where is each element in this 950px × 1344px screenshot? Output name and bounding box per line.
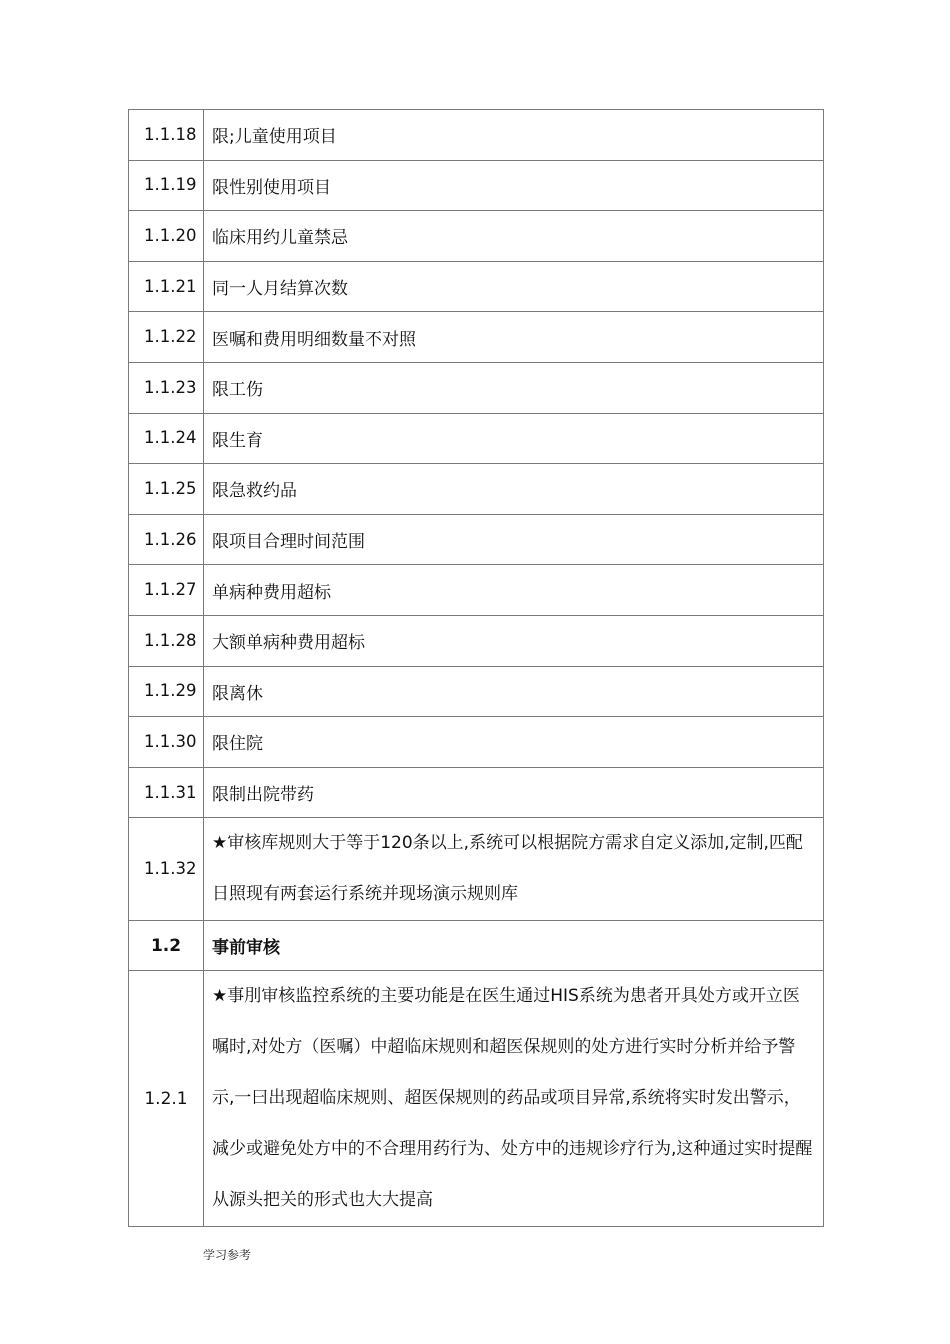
row-number-text: 1.1.20	[144, 225, 197, 245]
row-description: 同一人月结算次数	[204, 261, 824, 312]
row-number	[129, 413, 204, 464]
row-description: 医嘱和费用明细数量不对照	[204, 312, 824, 363]
row-number-text: 1.1.31	[144, 782, 197, 802]
detail-description: ★事刖审核监控系统的主要功能是在医生通过HIS系统为患者开具处方或开立医嘱时,对处方（医嘱）中超临床规则和超医保规则的处方进行实时分析并给予警示,一曰出现超临床规则、超医保规则的药品或项目异常,系统将实时发出警示，减少或避免处方中的不合理用药行为、处方中的违规诊疗行为,这种通过实时提醒从源头把关的形式也大大提高	[204, 971, 824, 1227]
table-row	[129, 464, 824, 515]
table-row	[129, 717, 824, 768]
row-number	[129, 312, 204, 363]
row-number-text: 1.1.29	[144, 681, 197, 701]
detail-number	[129, 971, 204, 1227]
row-number	[129, 362, 204, 413]
row-description: 大额单病种费用超标	[204, 615, 824, 666]
row-number-text: 1.1.26	[144, 529, 197, 549]
row-description: 限工伤	[204, 362, 824, 413]
row-number-text: 1.1.24	[144, 428, 197, 448]
row-number	[129, 615, 204, 666]
row-number	[129, 110, 204, 161]
row-number-text: 1.1.23	[144, 377, 197, 397]
row-description: 限项目合理时间范围	[204, 514, 824, 565]
row-number-text: 1.1.30	[144, 731, 197, 751]
detail-number-text: 1.2.1	[144, 1088, 188, 1109]
rules-table	[128, 109, 824, 1227]
table-row	[129, 160, 824, 211]
table-row	[129, 818, 824, 921]
row-number-text: 1.1.27	[144, 580, 197, 600]
section-number	[129, 921, 204, 971]
row-number-text: 1.1.19	[144, 175, 197, 195]
table-row	[129, 362, 824, 413]
table-row	[129, 211, 824, 262]
row-number	[129, 565, 204, 616]
section-row	[129, 921, 824, 971]
row-number	[129, 464, 204, 515]
row-number	[129, 717, 204, 768]
row-number	[129, 818, 204, 921]
row-number-text: 1.1.32	[144, 859, 197, 879]
row-description: 限急救约品	[204, 464, 824, 515]
row-description: 限制出院带药	[204, 767, 824, 818]
row-number	[129, 767, 204, 818]
row-description: 限生育	[204, 413, 824, 464]
row-description: 限住院	[204, 717, 824, 768]
table-row	[129, 615, 824, 666]
row-number-text: 1.1.21	[144, 276, 197, 296]
row-number-text: 1.1.28	[144, 630, 197, 650]
section-title: 事前审核	[204, 921, 824, 971]
row-description: 限离休	[204, 666, 824, 717]
table-row	[129, 514, 824, 565]
row-number-text: 1.1.25	[144, 478, 197, 498]
rules-table-body	[129, 110, 824, 1227]
row-description: 限性别使用项目	[204, 160, 824, 211]
table-row	[129, 110, 824, 161]
row-description: ★审核库规则大于等于120条以上,系统可以根据院方需求自定义添加,定制,匹配日照现有两套运行系统并现场演示规则库	[204, 818, 824, 921]
row-number	[129, 160, 204, 211]
table-row	[129, 312, 824, 363]
row-number	[129, 261, 204, 312]
table-row	[129, 666, 824, 717]
row-number	[129, 666, 204, 717]
row-description: 临床用约儿童禁忌	[204, 211, 824, 262]
row-description: 限;儿童使用项目	[204, 110, 824, 161]
footer-note: 学习参考	[203, 1248, 252, 1262]
row-number	[129, 211, 204, 262]
table-row	[129, 261, 824, 312]
section-number-text: 1.2	[150, 935, 182, 956]
row-number-text: 1.1.18	[144, 124, 197, 144]
detail-row	[129, 971, 824, 1227]
row-description: 单病种费用超标	[204, 565, 824, 616]
row-number-text: 1.1.22	[144, 327, 197, 347]
table-row	[129, 565, 824, 616]
table-row	[129, 767, 824, 818]
table-row	[129, 413, 824, 464]
row-number	[129, 514, 204, 565]
